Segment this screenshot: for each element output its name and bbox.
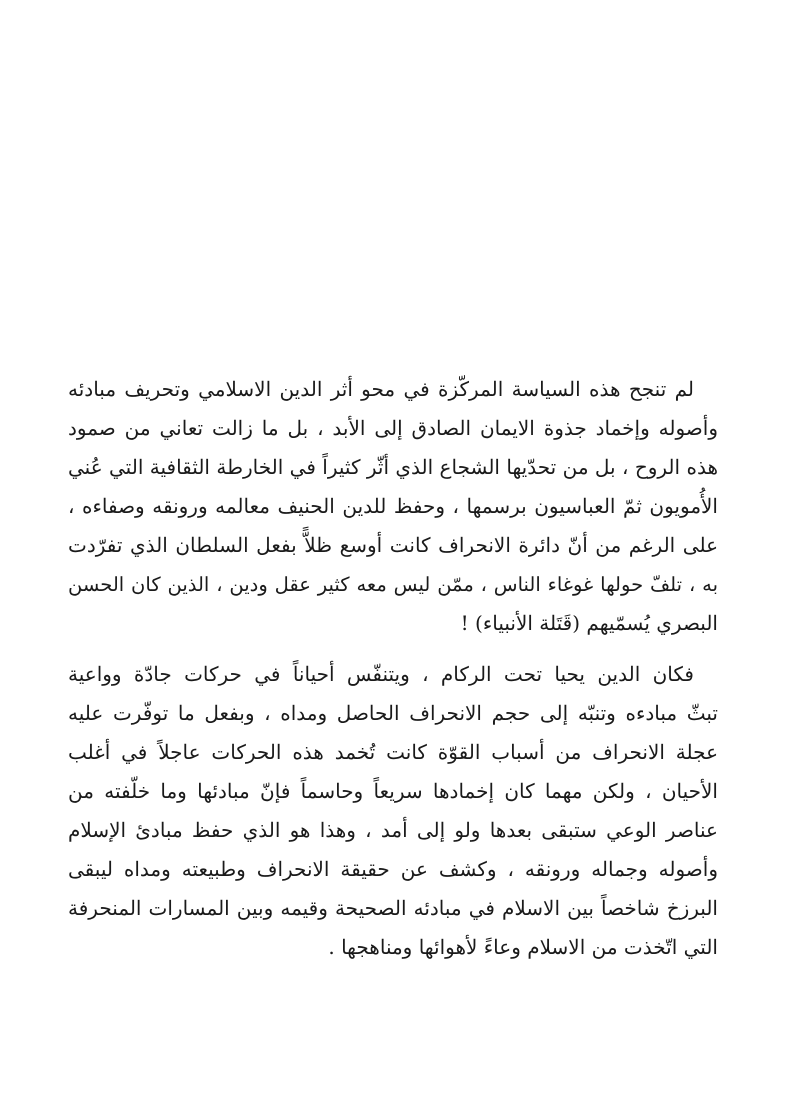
text-line: الأُمويون ثمّ العباسيون برسمها ، وحفظ للدين الحنيف معالمه ورونقه وصفاءه ، — [68, 494, 718, 518]
paragraph-1 — [68, 370, 718, 643]
text-line: وأصوله وإخماد جذوة الايمان الصادق إلى الأبد ، بل ما زالت تعاني من صمود — [68, 416, 718, 440]
text-line: عناصر الوعي ستبقى بعدها ولو إلى أمد ، وهذا هو الذي حفظ مبادئ الإسلام — [68, 818, 718, 842]
text-line: لم تنجح هذه السياسة المركّزة في محو أثر الدين الاسلامي وتحريف مبادئه — [68, 377, 694, 401]
text-line: البصري يُسمّيهم (قَتَلة الأنبياء) ! — [460, 611, 718, 635]
text-line: البرزخ شاخصاً بين الاسلام في مبادئه الصحيحة وقيمه وبين المسارات المنحرفة — [68, 896, 718, 920]
text-line: التي اتّخذت من الاسلام وعاءً لأهوائها ومناهجها . — [328, 935, 718, 959]
text-line: عجلة الانحراف من أسباب القوّة كانت تُخمد هذه الحركات عاجلاً في أغلب — [68, 740, 718, 764]
text-line: تبثّ مبادءه وتنبّه إلى حجم الانحراف الحاصل ومداه ، وبفعل ما توفّرت عليه — [68, 701, 718, 725]
page-body — [68, 370, 718, 967]
text-line: به ، تلفّ حولها غوغاء الناس ، ممّن ليس معه كثير عقل ودين ، الذين كان الحسن — [68, 573, 718, 596]
text-line: الأحيان ، ولكن مهما كان إخمادها سريعاً وحاسماً فإنّ مبادئها وما خلّفته من — [68, 779, 718, 803]
text-line: هذه الروح ، بل من تحدّيها الشجاع الذي أثّر كثيراً في الخارطة الثقافية التي عُني — [68, 455, 718, 479]
text-line: على الرغم من أنّ دائرة الانحراف كانت أوسع ظلاًّ بفعل السلطان الذي تفرّدت — [68, 533, 718, 557]
text-line: فكان الدين يحيا تحت الركام ، ويتنفّس أحياناً في حركات جادّة وواعية — [68, 662, 694, 686]
text-line: وأصوله وجماله ورونقه ، وكشف عن حقيقة الانحراف وطبيعته ومداه ليبقى — [68, 857, 718, 881]
paragraph-2 — [68, 655, 718, 967]
